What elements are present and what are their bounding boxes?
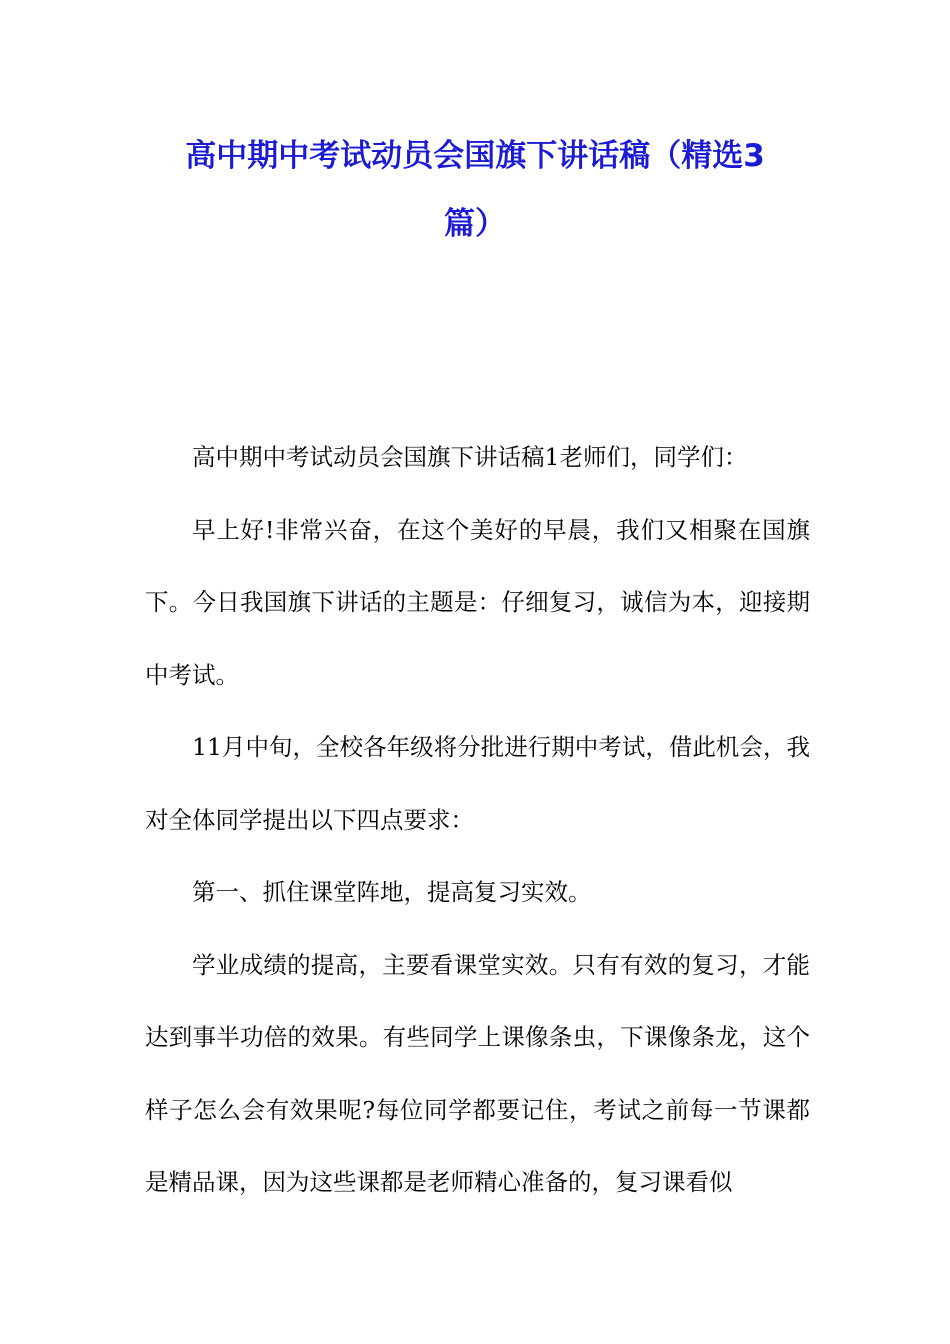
document-body (145, 421, 810, 1219)
paragraph-greeting: 高中期中考试动员会国旗下讲话稿1老师们，同学们： (192, 443, 748, 471)
paragraph-opening: 早上好!非常兴奋，在这个美好的早晨，我们又相聚在国旗下。今日我国旗下讲话的主题是：仔细复习，诚信为本，迎接期中考试。 (145, 515, 810, 689)
paragraph-point-one-heading: 第一、抓住课堂阵地，提高复习实效。 (192, 878, 592, 906)
document-title-line-2: 篇） (444, 206, 506, 242)
paragraph-requirements-intro: 11月中旬，全校各年级将分批进行期中考试，借此机会，我对全体同学提出以下四点要求： (145, 733, 810, 834)
paragraph-point-one-body: 学业成绩的提高，主要看课堂实效。只有有效的复习，才能达到事半功倍的效果。有些同学上课像条虫，下课像条龙，这个样子怎么会有效果呢?每位同学都要记住，考试之前每一节课都是精品课，因为这些课都是老师精心准备的，复习课看似 (145, 950, 810, 1196)
document-title-line-1: 高中期中考试动员会国旗下讲话稿（精选3 (185, 138, 765, 174)
